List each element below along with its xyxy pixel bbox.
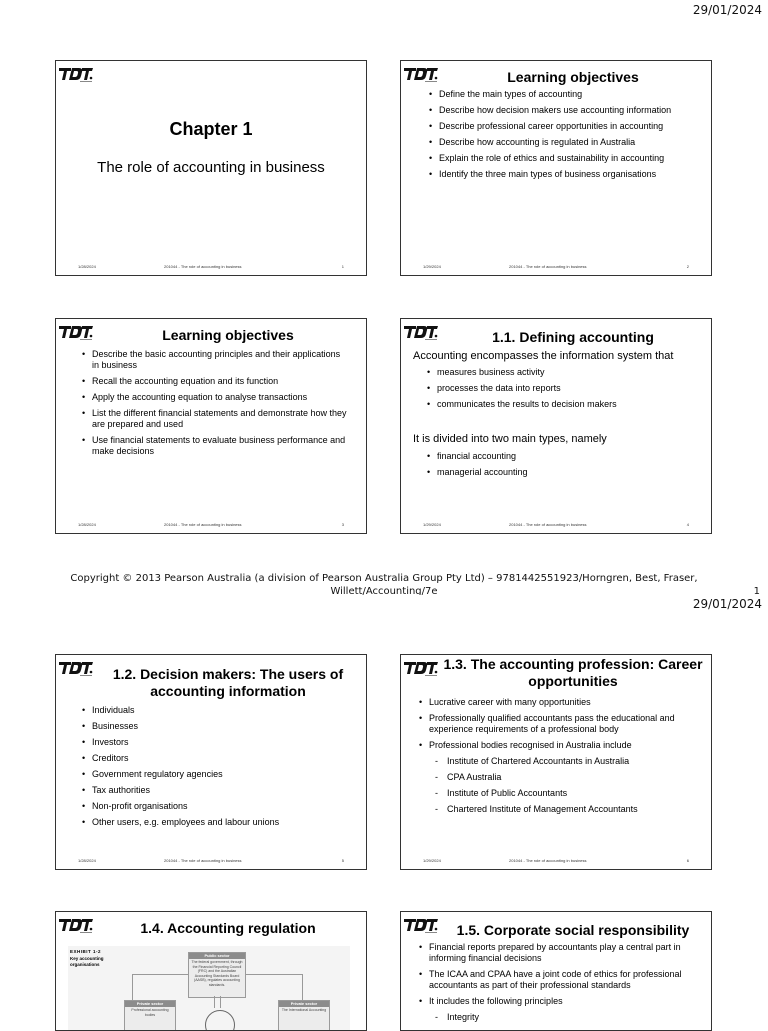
- list-item: • Individuals: [82, 705, 358, 716]
- bullet-list: [419, 942, 703, 1028]
- slide-6: [400, 654, 712, 870]
- public-sector-box: [188, 952, 246, 998]
- slide-number: 5: [341, 858, 344, 863]
- private-sector-heading: Private sector: [279, 1001, 329, 1007]
- list-item: • Businesses: [82, 721, 358, 732]
- sub-list-item: - Institute of Public Accountants: [429, 788, 703, 799]
- slide-number: 2: [686, 264, 689, 269]
- private-sector-box-2: [278, 1000, 330, 1031]
- slide-intro-2: It is divided into two main types, namely: [413, 433, 607, 445]
- list-item: • Describe the basic accounting principles and their applications in business: [82, 349, 348, 371]
- list-item: • The ICAA and CPAA have a joint code of ethics for professional accountants as part of their professional standards: [419, 969, 703, 991]
- list-item: • Other users, e.g. employees and labour unions: [82, 817, 358, 828]
- slide-subtitle: The role of accounting in business: [97, 159, 325, 176]
- sub-list-item: - CPA Australia: [429, 772, 703, 783]
- slide-footer-date: 1/29/2024: [423, 858, 441, 863]
- list-item: • Professionally qualified accountants pass the educational and experience requirements of a professional body: [419, 713, 703, 735]
- tafe-logo-icon: [58, 323, 94, 341]
- connector-line: [132, 974, 133, 1000]
- slide-footer-course: 201044 - The role of accounting in business: [509, 522, 587, 527]
- tafe-logo-icon: [403, 65, 439, 83]
- bullet-list: [429, 89, 703, 185]
- list-item: • Tax authorities: [82, 785, 358, 796]
- bullet-list: [427, 451, 703, 483]
- slide-8: [400, 911, 712, 1031]
- slide-title: 1.2. Decision makers: The users of accounting information: [112, 666, 344, 699]
- sub-list-item: - Institute of Chartered Accountants in Australia: [429, 756, 703, 767]
- list-item: • Describe how accounting is regulated in Australia: [429, 137, 703, 148]
- list-item: • Define the main types of accounting: [429, 89, 703, 100]
- slide-title: 1.1. Defining accounting: [492, 329, 654, 345]
- regulation-circle: [205, 1010, 235, 1031]
- page-date: 29/01/2024: [692, 597, 762, 611]
- slide-intro: Accounting encompasses the information system that: [413, 350, 674, 362]
- list-item: [419, 996, 703, 1023]
- slide-number: 3: [341, 522, 344, 527]
- connector-line: [302, 974, 303, 1000]
- list-item: • Lucrative career with many opportunities: [419, 697, 703, 708]
- private-sector-box: [124, 1000, 176, 1031]
- slide-5: [55, 654, 367, 870]
- copyright-line-2: Willett/Accounting/7e: [330, 586, 438, 595]
- slide-footer-date: 1/28/2024: [78, 264, 96, 269]
- list-item: • Describe how decision makers use accounting information: [429, 105, 703, 116]
- slide-1: [55, 60, 367, 276]
- bullet-list: [427, 367, 703, 415]
- tafe-logo-icon: [403, 916, 439, 934]
- list-item: • Apply the accounting equation to analyse transactions: [82, 392, 348, 403]
- private-sector-text: The International Accounting: [281, 1008, 327, 1012]
- slide-footer-date: 1/29/2024: [423, 264, 441, 269]
- connector-line: [132, 974, 188, 975]
- list-item: • Identify the three main types of business organisations: [429, 169, 703, 180]
- list-item: • Financial reports prepared by accountants play a central part in informing financial decisions: [419, 942, 703, 964]
- slide-title: 1.5. Corporate social responsibility: [456, 922, 690, 938]
- slide-number: 6: [686, 858, 689, 863]
- slide-footer-course: 201044 - The role of accounting in business: [164, 522, 242, 527]
- page-date: 29/01/2024: [692, 3, 762, 17]
- bullet-list: [419, 697, 703, 820]
- list-item: • financial accounting: [427, 451, 703, 462]
- slide-footer-date: 1/28/2024: [78, 522, 96, 527]
- sub-list: [429, 1012, 703, 1023]
- list-item: • communicates the results to decision makers: [427, 399, 703, 410]
- list-item: • Government regulatory agencies: [82, 769, 358, 780]
- private-sector-heading: Private sector: [125, 1001, 175, 1007]
- list-item: • Investors: [82, 737, 358, 748]
- tafe-logo-icon: [403, 659, 439, 677]
- list-item-text: Professional bodies recognised in Australia include: [429, 740, 632, 750]
- slide-3: [55, 318, 367, 534]
- slide-footer-date: 1/28/2024: [78, 858, 96, 863]
- copyright-line: Copyright © 2013 Pearson Australia (a division of Pearson Australia Group Pty Ltd) – 9781442551923/Horngren, Best, Fraser,: [70, 573, 698, 584]
- exhibit-label: EXHIBIT 1-2: [70, 949, 102, 954]
- list-item: • Use financial statements to evaluate business performance and make decisions: [82, 435, 348, 457]
- exhibit-caption: Key accounting organisations: [70, 956, 104, 967]
- list-item-text: It includes the following principles: [429, 996, 563, 1006]
- slide-footer-course: 201044 - The role of accounting in business: [164, 858, 242, 863]
- slide-footer-date: 1/29/2024: [423, 522, 441, 527]
- list-item: • Non-profit organisations: [82, 801, 358, 812]
- private-sector-text: Professional accounting bodies: [131, 1008, 169, 1017]
- slide-title: Learning objectives: [507, 69, 639, 85]
- slide-title: 1.4. Accounting regulation: [140, 920, 316, 936]
- connector-line: [220, 996, 221, 1008]
- sub-list-item: - Chartered Institute of Management Accountants: [429, 804, 703, 815]
- slide-footer-course: 201044 - The role of accounting in business: [509, 264, 587, 269]
- regulation-exhibit: [68, 946, 350, 1031]
- slide-number: 1: [341, 264, 344, 269]
- tafe-logo-icon: [58, 916, 94, 934]
- list-item: • Describe professional career opportunities in accounting: [429, 121, 703, 132]
- slide-footer-course: 201044 - The role of accounting in business: [164, 264, 242, 269]
- public-sector-heading: Public sector: [189, 953, 245, 959]
- list-item: • Explain the role of ethics and sustainability in accounting: [429, 153, 703, 164]
- slide-title: Learning objectives: [162, 327, 294, 343]
- list-item: • List the different financial statements and demonstrate how they are prepared and used: [82, 408, 348, 430]
- sub-list-item: - Integrity: [429, 1012, 703, 1023]
- public-sector-text: The federal government, through the Financial Reporting Council (FRC) and the Australian Accounting Standards Board (AASB), regulates accounting standards.: [191, 960, 243, 987]
- connector-line: [214, 996, 215, 1008]
- page-number: 1: [753, 586, 760, 595]
- bullet-list: [82, 705, 358, 833]
- slide-title: 1.3. The accounting profession: Career opportunities: [443, 656, 703, 689]
- sub-list: [429, 756, 703, 815]
- connector-line: [246, 974, 302, 975]
- slide-4: [400, 318, 712, 534]
- list-item: • Recall the accounting equation and its function: [82, 376, 348, 387]
- slide-2: [400, 60, 712, 276]
- list-item: • managerial accounting: [427, 467, 703, 478]
- tafe-logo-icon: [58, 65, 94, 83]
- slide-number: 4: [686, 522, 689, 527]
- tafe-logo-icon: [403, 323, 439, 341]
- list-item: • processes the data into reports: [427, 383, 703, 394]
- list-item: [419, 740, 703, 815]
- slide-chapter-title: Chapter 1: [169, 119, 253, 139]
- slide-footer-course: 201044 - The role of accounting in business: [509, 858, 587, 863]
- list-item: • measures business activity: [427, 367, 703, 378]
- tafe-logo-icon: [58, 659, 94, 677]
- list-item: • Creditors: [82, 753, 358, 764]
- bullet-list: [82, 349, 348, 462]
- slide-7: [55, 911, 367, 1031]
